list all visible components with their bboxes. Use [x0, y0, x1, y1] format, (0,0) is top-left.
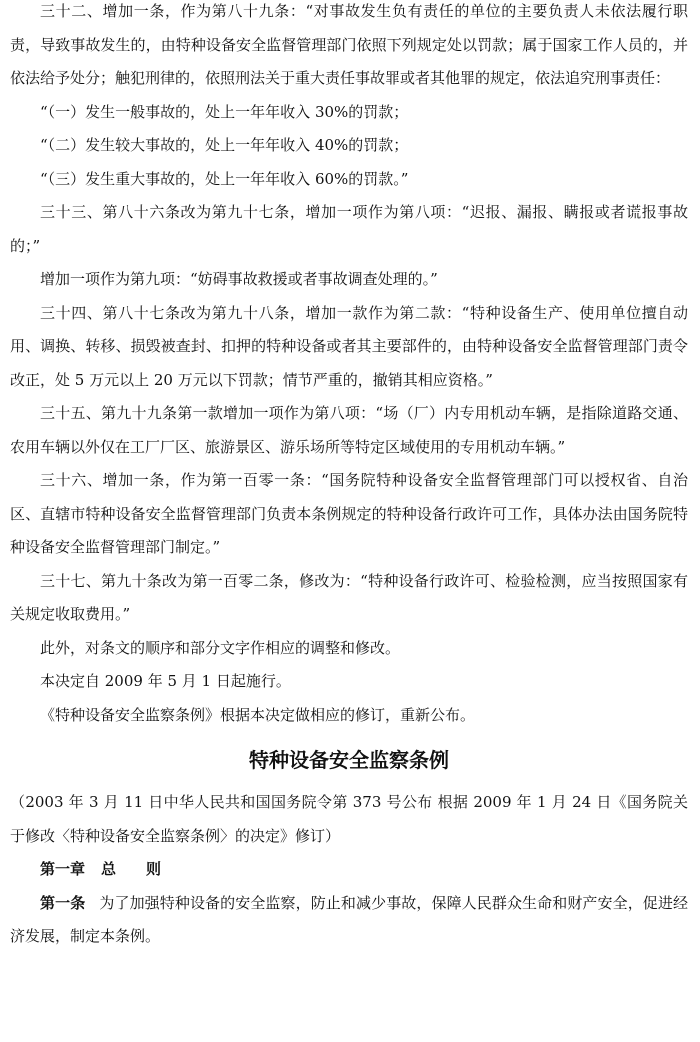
republish-note: 《特种设备安全监察条例》根据本决定做相应的修订，重新公布。: [40, 705, 476, 724]
regulation-title: 特种设备安全监察条例: [249, 748, 449, 772]
amendment-35: 三十五、第九十九条第一款增加一项作为第八项：“场（厂）内专用机动车辆，是指除道路交通、农用车辆以外仅在工厂厂区、旅游景区、游乐场所等特定区域使用的专用机动车辆。”: [10, 404, 688, 456]
amendment-32: 三十二、增加一条，作为第八十九条：“对事故发生负有责任的单位的主要负责人未依法履行职责，导致事故发生的，由特种设备安全监督管理部门依照下列规定处以罚款；属于国家工作人员的，并依法给予处分；触犯刑律的，依照刑法关于重大责任事故罪或者其他罪的规定，依法追究刑事责任：: [10, 2, 688, 87]
article-1: [10, 887, 688, 954]
amendment-36: 三十六、增加一条，作为第一百零一条：“国务院特种设备安全监督管理部门可以授权省、自治区、直辖市特种设备安全监督管理部门负责本条例规定的特种设备行政许可工作，具体办法由国务院特种设备安全监督管理部门制定。”: [10, 471, 688, 556]
effective-date: 本决定自 2009 年 5 月 1 日起施行。: [40, 672, 291, 690]
amendment-32-item-3: “（三）发生重大事故的，处上一年年收入 60%的罚款。”: [40, 169, 409, 188]
amendment-33-addition: 增加一项作为第九项：“妨碍事故救援或者事故调查处理的。”: [40, 270, 438, 288]
amendment-33: 三十三、第八十六条改为第九十七条，增加一项作为第八项：“迟报、漏报、瞒报或者谎报事故的；”: [10, 203, 688, 255]
amendment-37: 三十七、第九十条改为第一百零二条，修改为：“特种设备行政许可、检验检测，应当按照国家有关规定收取费用。”: [10, 571, 688, 623]
amendment-32-item-1: “（一）发生一般事故的，处上一年年收入 30%的罚款；: [40, 102, 409, 121]
chapter-heading: [10, 853, 688, 887]
amendment-32-item-2: “（二）发生较大事故的，处上一年年收入 40%的罚款；: [40, 136, 409, 154]
misc-adjustments: 此外，对条文的顺序和部分文字作相应的调整和修改。: [40, 638, 401, 657]
chapter-number: 第一章: [40, 860, 86, 878]
article-1-label: 第一条: [40, 893, 86, 912]
article-1-text: 为了加强特种设备的安全监察，防止和减少事故，保障人民群众生命和财产安全，促进经济发展，制定本条例。: [10, 893, 688, 945]
chapter-title-char-1: 总: [101, 860, 117, 878]
promulgation-note: （2003 年 3 月 11 日中华人民共和国国务院令第 373 号公布 根据 2009 年 1 月 24 日《国务院关于修改〈特种设备安全监察条例〉的决定》修订）: [10, 793, 688, 845]
chapter-title-char-2: 则: [146, 860, 162, 878]
amendment-34: 三十四、第八十七条改为第九十八条，增加一款作为第二款：“特种设备生产、使用单位擅自动用、调换、转移、损毁被查封、扣押的特种设备或者其主要部件的，由特种设备安全监督管理部门责令改正，处 5 万元以上 20 万元以下罚款；情节严重的，撤销其相应资格。”: [10, 303, 688, 389]
